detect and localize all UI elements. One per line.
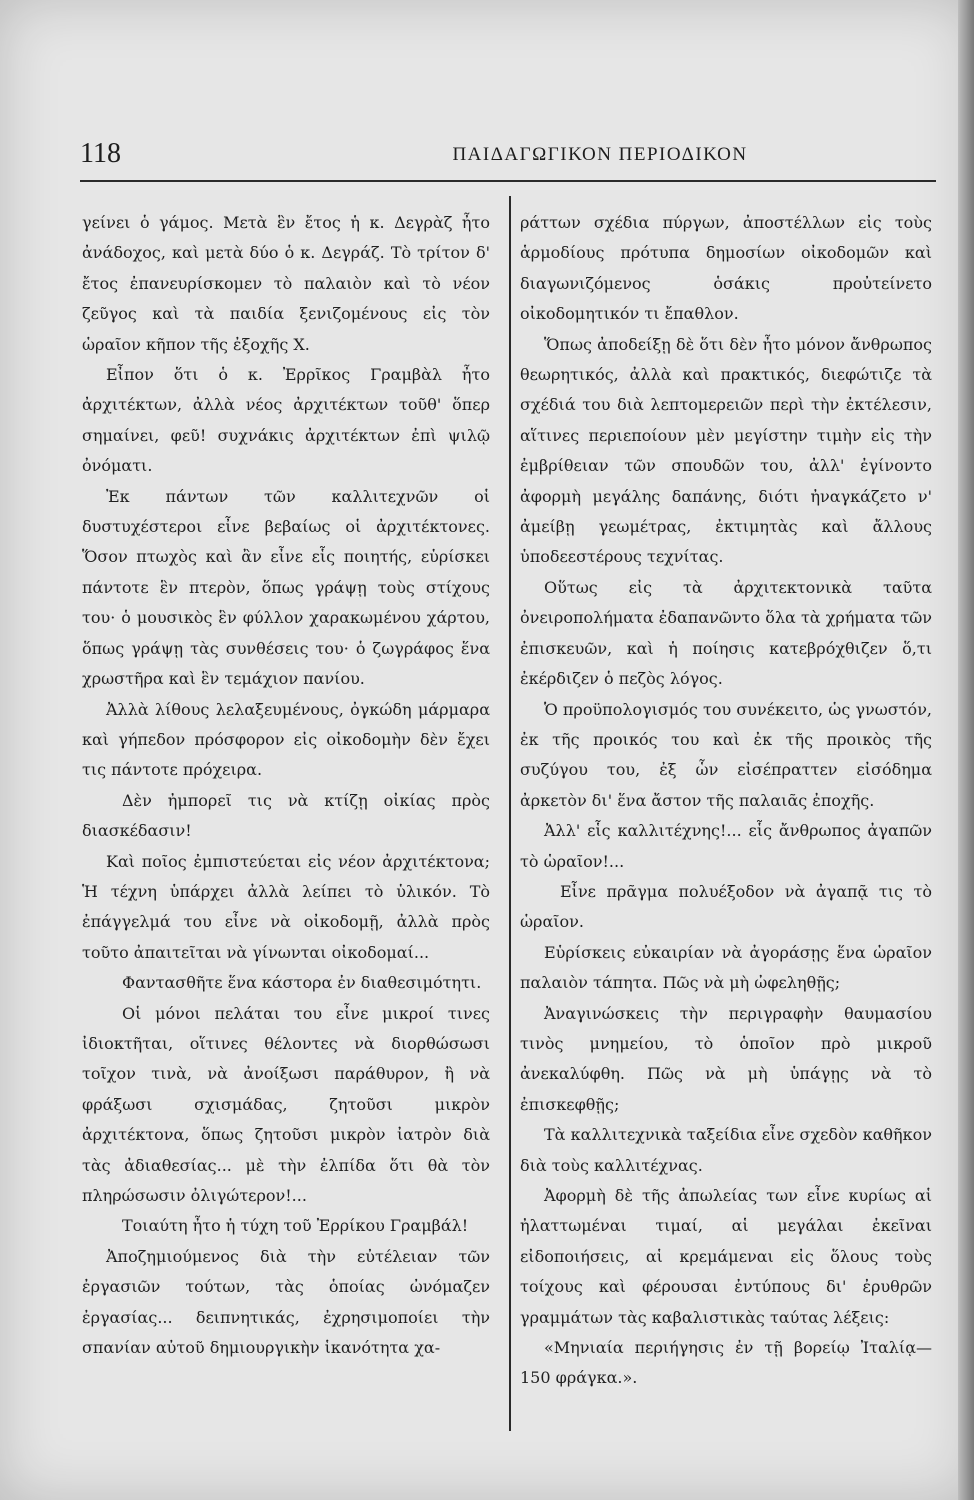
journal-title: ΠΑΙΔΑΓΩΓΙΚΟΝ ΠΕΡΙΟΔΙΚΟΝ xyxy=(452,144,748,165)
left-column xyxy=(82,208,490,1363)
left-paragraph-4: Ἀλλὰ λίθους λελαξευμένους, ὀγκώδη μάρμαρα καὶ γήπεδον πρόσφορον εἰς οἰκοδομὴν δὲν ἔχει τις πάντοτε πρόχειρα. xyxy=(82,699,490,780)
page-number: 118 xyxy=(80,138,121,169)
left-paragraph-1: γείνει ὁ γάμος. Μετὰ ἓν ἔτος ἡ κ. Δεγρὰζ ἦτο ἀνάδοχος, καὶ μετὰ δύο ὁ κ. Δεγράζ. Τὸ τρίτον δ' ἔτος ἐπανευρίσκομεν τὸ παλαιὸν καὶ τὸ νέον ζεῦγος καὶ τὰ παιδία ξενιζομένους εἰς τὸν ὡραῖον κῆπον τῆς ἐξοχῆς Χ. xyxy=(82,213,490,354)
left-paragraph-7: Φαντασθῆτε ἕνα κάστορα ἐν διαθεσιμότητι. xyxy=(122,973,482,993)
left-paragraph-5: Δὲν ἠμπορεῖ τις νὰ κτίζῃ οἰκίας πρὸς διασκέδασιν! xyxy=(82,790,490,841)
header-rule xyxy=(80,180,936,182)
column-divider xyxy=(509,196,511,1431)
left-paragraph-3: Ἐκ πάντων τῶν καλλιτεχνῶν οἱ δυστυχέστεροι εἶνε βεβαίως οἱ ἀρχιτέκτονες. Ὅσον πτωχὸς καὶ ἂν εἶνε εἷς ποιητής, εὑρίσκει πάντοτε ἓν πτερὸν, ὅπως γράψῃ τοὺς στίχους του· ὁ μουσικὸς ἓν φύλλον χαρακωμένου χάρτου, ὅπως γράψῃ τὰς συνθέσεις του· ὁ ζωγράφος ἕνα χρωστῆρα καὶ ἓν τεμάχιον πανίου. xyxy=(82,486,490,689)
left-paragraph-10: Ἀποζημιούμενος διὰ τὴν εὐτέλειαν τῶν ἐργασιῶν τούτων, τὰς ὁποίας ὠνόμαζεν ἐργασίας... δειπνητικάς, ἐχρησιμοποίει τὴν σπανίαν αὐτοῦ δημιουργικὴν ἱκανότητα χα- xyxy=(82,1246,490,1358)
running-header xyxy=(80,138,936,178)
right-paragraph-4: Ὁ προϋπολογισμός του συνέκειτο, ὡς γνωστόν, ἐκ τῆς προικός του καὶ ἐκ τῆς προικὸς τῆς συζύγου του, ἐξ ὧν εἰσέπραττεν εἰσόδημα ἀρκετὸν δι' ἕνα ἄστον τῆς παλαιᾶς ἐποχῆς. xyxy=(520,699,932,810)
right-paragraph-7: Εὑρίσκεις εὐκαιρίαν νὰ ἀγοράσῃς ἕνα ὡραῖον παλαιὸν τάπητα. Πῶς νὰ μὴ ὠφεληθῇς; xyxy=(520,942,932,993)
page-edge-shadow xyxy=(958,0,974,1500)
right-paragraph-1: ράττων σχέδια πύργων, ἀποστέλλων εἰς τοὺς ἁρμοδίους πρότυπα δημοσίων οἰκοδομῶν καὶ διαγωνιζόμενος ὁσάκις προὐτείνετο οἰκοδομητικόν τι ἔπαθλον. xyxy=(520,213,932,324)
right-paragraph-8: Ἀναγινώσκεις τὴν περιγραφὴν θαυμασίου τινὸς μνημείου, τὸ ὁποῖον πρὸ μικροῦ ἀνεκαλύφθη. Πῶς νὰ μὴ ὑπάγῃς νὰ τὸ ἐπισκεφθῇς; xyxy=(520,1003,932,1114)
right-paragraph-11: «Μηνιαία περιήγησις ἐν τῇ βορείῳ Ἰταλίᾳ—150 φράγκα.». xyxy=(520,1338,932,1388)
right-paragraph-6: Εἶνε πρᾶγμα πολυέξοδον νὰ ἀγαπᾷ τις τὸ ὡραῖον. xyxy=(520,881,932,932)
left-paragraph-8: Οἱ μόνοι πελάται του εἶνε μικροί τινες ἰδιοκτῆται, οἵτινες θέλοντες νὰ διορθώσωσι τοῖχον τινὰ, νὰ ἀνοίξωσι παράθυρον, ἢ νὰ φράξωσι σχισμάδας, ζητοῦσι μικρὸν ἀρχιτέκτονα, ὅπως ζητοῦσι μικρὸν ἰατρὸν διὰ τὰς ἀδιαθεσίας... μὲ τὴν ἐλπίδα ὅτι θὰ τὸν πληρώσωσιν ὀλιγώτερον!... xyxy=(82,1003,490,1205)
left-paragraph-9: Τοιαύτη ἦτο ἡ τύχη τοῦ Ἐρρίκου Γραμβάλ! xyxy=(122,1216,469,1236)
right-paragraph-10: Ἀφορμὴ δὲ τῆς ἀπωλείας των εἶνε κυρίως αἱ ἠλαττωμέναι τιμαί, αἱ μεγάλαι ἐκεῖναι εἰδοποιήσεις, αἱ κρεμάμεναι εἰς ὅλους τοὺς τοίχους καὶ φέρουσαι ἐντύπους δι' ἐρυθρῶν γραμμάτων τὰς καβαλιστικὰς ταύτας λέξεις: xyxy=(520,1186,932,1327)
left-paragraph-2: Εἶπον ὅτι ὁ κ. Ἐρρῖκος Γραμβὰλ ἦτο ἀρχιτέκτων, ἀλλὰ νέος ἀρχιτέκτων τοῦθ' ὅπερ σημαίνει, φεῦ! συχνάκις ἀρχιτέκτων ἐπὶ ψιλῷ ὀνόματι. xyxy=(82,365,490,476)
right-paragraph-9: Τὰ καλλιτεχνικὰ ταξείδια εἶνε σχεδὸν καθῆκον διὰ τοὺς καλλιτέχνας. xyxy=(520,1125,932,1175)
right-paragraph-3: Οὕτως εἰς τὰ ἀρχιτεκτονικὰ ταῦτα ὀνειροπολήματα ἐδαπανῶντο ὅλα τὰ χρήματα τῶν ἐπισκευῶν, καὶ ἡ ποίησις κατεβρόχθιζεν ὅ,τι ἐκέρδιζεν ὁ πεζὸς λόγος. xyxy=(520,577,932,689)
right-column xyxy=(520,208,932,1394)
right-paragraph-5: Ἀλλ' εἷς καλλιτέχνης!... εἷς ἄνθρωπος ἀγαπῶν τὸ ὡραῖον!... xyxy=(520,821,932,871)
left-paragraph-6: Καὶ ποῖος ἐμπιστεύεται εἰς νέον ἀρχιτέκτονα; Ἡ τέχνη ὑπάρχει ἀλλὰ λείπει τὸ ὑλικόν. Τὸ ἐπάγγελμά του εἶνε νὰ οἰκοδομῇ, ἀλλὰ πρὸς τοῦτο ἀπαιτεῖται νὰ γίνωνται οἰκοδομαί... xyxy=(82,851,490,962)
right-paragraph-2: Ὅπως ἀποδείξῃ δὲ ὅτι δὲν ἦτο μόνον ἄνθρωπος θεωρητικός, ἀλλὰ καὶ πρακτικός, διεφώτιζε τὰ σχέδιά του διὰ λεπτομερειῶν περὶ τὴν ἐκτέλεσιν, αἵτινες περιεποίουν μὲν μεγίστην τιμὴν εἰς τὴν ἐμβρίθειαν τῶν σπουδῶν του, ἀλλ' ἐγίνοντο ἀφορμὴ μεγάλης δαπάνης, διότι ἠναγκάζετο ν' ἀμείβῃ γεωμέτρας, ἐκτιμητὰς καὶ ἄλλους ὑποδεεστέρους τεχνίτας. xyxy=(520,334,932,567)
